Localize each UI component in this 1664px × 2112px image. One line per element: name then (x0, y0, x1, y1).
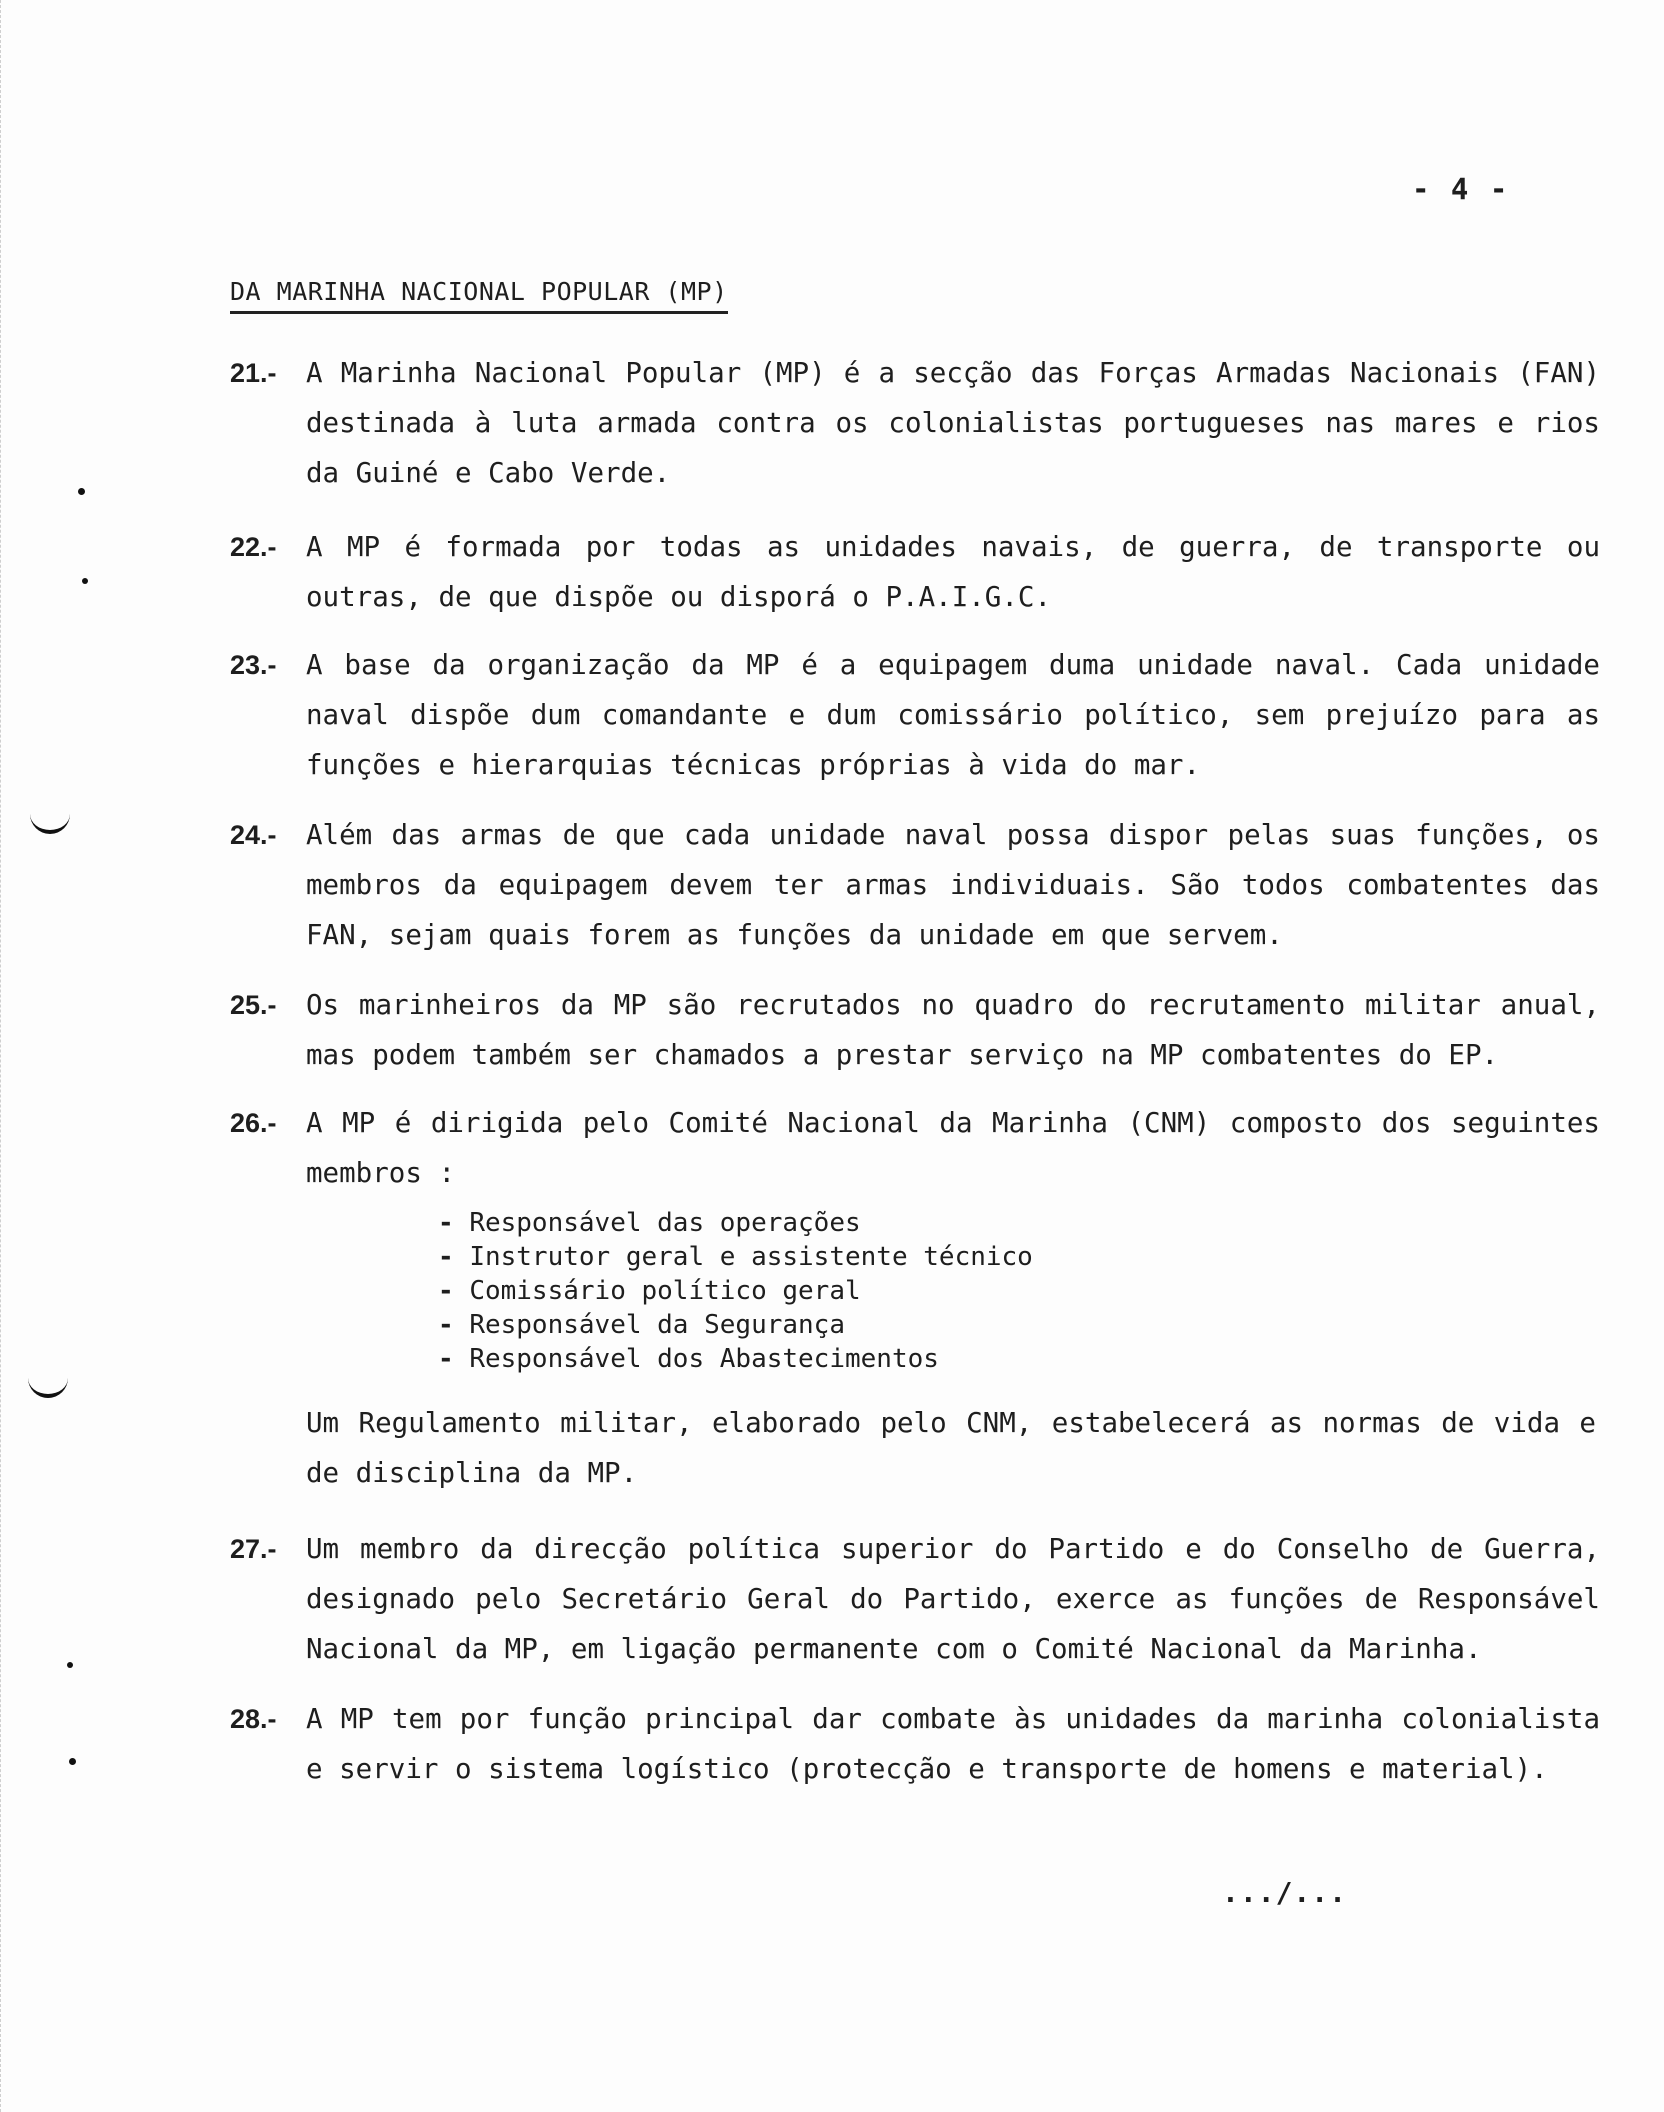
page-number: - 4 - (1412, 172, 1510, 206)
list-item: - Instrutor geral e assistente técnico (438, 1240, 1033, 1274)
dot-mark (67, 1662, 73, 1668)
dot-mark (69, 1758, 76, 1765)
paragraph-text: A MP tem por função principal dar combate às unidades da marinha colonialista e servir o sistema logístico (protecção e transporte de homens e material). (306, 1703, 1600, 1785)
paragraph-24 (230, 810, 1600, 960)
paragraph-text: A MP é formada por todas as unidades navais, de guerra, de transporte ou outras, de que dispõe ou disporá o P.A.I.G.C. (306, 531, 1600, 613)
regulation-paragraph: Um Regulamento militar, elaborado pelo CNM, estabelecerá as normas de vida e de disciplina da MP. (306, 1407, 1596, 1489)
paragraph-number: 28.- (230, 1704, 277, 1734)
list-item: - Comissário político geral (438, 1274, 1033, 1308)
paragraph-22 (230, 522, 1600, 622)
paragraph-number: 21.- (230, 358, 277, 388)
binder-hole-mark (28, 1372, 68, 1398)
paragraph-27 (230, 1524, 1600, 1674)
list-item: - Responsável das operações (438, 1206, 1033, 1240)
continuation-mark: .../... (1222, 1876, 1348, 1909)
members-list (438, 1206, 1033, 1376)
dot-mark (82, 578, 88, 584)
list-item: - Responsável dos Abastecimentos (438, 1342, 1033, 1376)
paragraph-25 (230, 980, 1600, 1080)
page-left-edge (0, 0, 5, 2112)
paragraph-28 (230, 1694, 1600, 1794)
list-item: - Responsável da Segurança (438, 1308, 1033, 1342)
paragraph-number: 22.- (230, 532, 277, 562)
paragraph-23 (230, 640, 1600, 790)
paragraph-text: A MP é dirigida pelo Comité Nacional da Marinha (CNM) composto dos seguintes membros : (306, 1107, 1600, 1189)
section-heading: DA MARINHA NACIONAL POPULAR (MP) (230, 277, 728, 314)
binder-hole-mark (30, 808, 70, 834)
paragraph-number: 25.- (230, 990, 277, 1020)
paragraph-text: A base da organização da MP é a equipagem duma unidade naval. Cada unidade naval dispõe dum comandante e dum comissário político, sem prejuízo para as funções e hierarquias técnicas próprias à vida do mar. (306, 649, 1600, 781)
paragraph-number: 26.- (230, 1108, 277, 1138)
paragraph-text: Os marinheiros da MP são recrutados no quadro do recrutamento militar anual, mas podem também ser chamados a prestar serviço na MP combatentes do EP. (306, 989, 1600, 1071)
paragraph-21 (230, 348, 1600, 498)
dot-mark (78, 488, 85, 495)
paragraph-text: Um membro da direcção política superior do Partido e do Conselho de Guerra, designado pelo Secretário Geral do Partido, exerce as funções de Responsável Nacional da MP, em ligação permanente com o Comité Nacional da Marinha. (306, 1533, 1600, 1665)
paragraph-number: 23.- (230, 650, 277, 680)
paragraph-text: A Marinha Nacional Popular (MP) é a secção das Forças Armadas Nacionais (FAN) destinada à luta armada contra os colonialistas portugueses nas mares e rios da Guiné e Cabo Verde. (306, 357, 1600, 489)
paragraph-26 (230, 1098, 1600, 1198)
paragraph-text: Além das armas de que cada unidade naval possa dispor pelas suas funções, os membros da equipagem devem ter armas individuais. São todos combatentes das FAN, sejam quais forem as funções da unidade em que servem. (306, 819, 1600, 951)
paragraph-number: 27.- (230, 1534, 277, 1564)
paragraph-number: 24.- (230, 820, 277, 850)
